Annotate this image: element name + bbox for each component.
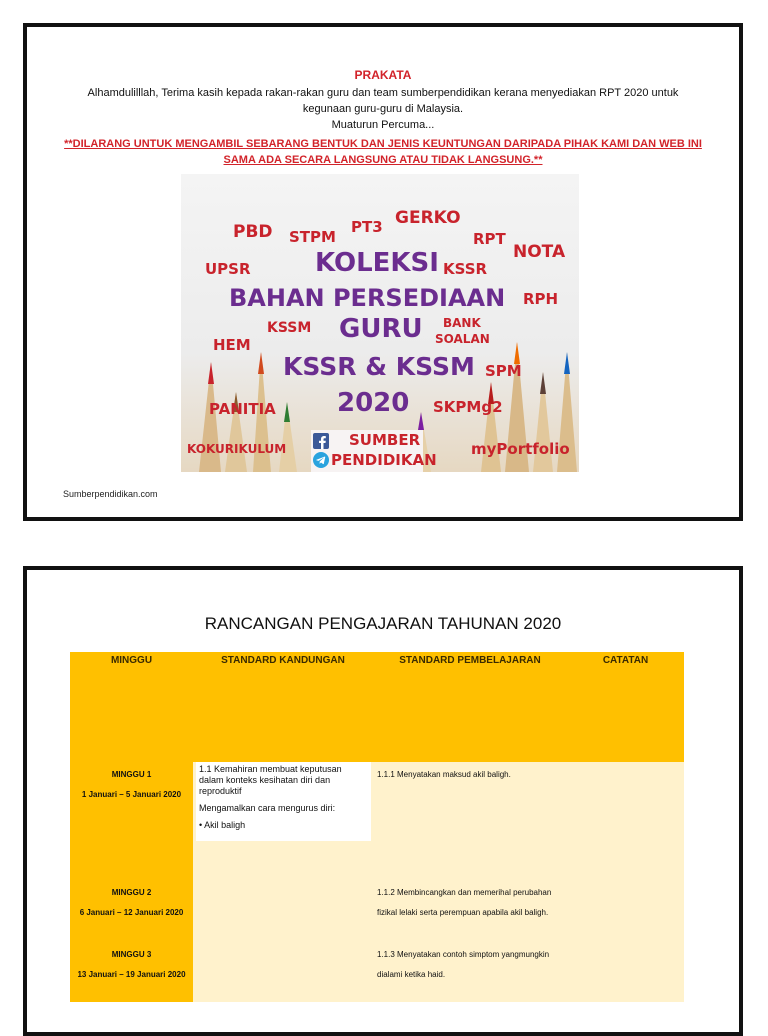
warning-line: **DILARANG UNTUK MENGAMBIL SEBARANG BENTUK DAN JENIS KEUNTUNGAN DARIPADA PIHAK KAMI DAN WEB INI	[64, 138, 702, 150]
banner-word: KOLEKSI	[315, 248, 439, 278]
standard-pembelajaran-cell: 1.1.2 Membincangkan dan memerihal perubahan fizikal lelaki serta perempuan apabila akil baligh.	[373, 880, 567, 942]
sumber-wordmark: SUMBER	[349, 431, 421, 449]
intro-line: kegunaan guru-guru di Malaysia.	[302, 103, 464, 115]
page-title: RANCANGAN PENGAJARAN TAHUNAN 2020	[204, 614, 562, 633]
column-header: STANDARD PEMBELAJARAN	[373, 652, 567, 762]
table-header-row	[70, 652, 684, 762]
standard-pembelajaran-cell: 1.1.1 Menyatakan maksud akil baligh.	[373, 762, 567, 880]
banner-word: UPSR	[205, 260, 251, 278]
banner-word: BANK	[443, 316, 481, 330]
column-header: STANDARD KANDUNGAN	[193, 652, 373, 762]
banner-word: KOKURIKULUM	[187, 442, 287, 456]
week-cell	[70, 762, 193, 880]
banner-word: SKPMg2	[433, 398, 503, 416]
banner-word: BAHAN PERSEDIAAN	[229, 284, 506, 312]
promo-banner	[181, 174, 579, 472]
pendidikan-wordmark: PENDIDIKAN	[331, 451, 437, 469]
intro-line: Alhamdulilllah, Terima kasih kepada rakan-rakan guru dan team sumberpendidikan kerana menyediakan RPT 2020 untuk	[87, 87, 679, 99]
week-label: MINGGU 3	[111, 950, 152, 959]
catatan-cell	[567, 880, 684, 942]
banner-word: PANITIA	[209, 400, 276, 418]
banner-word: HEM	[213, 336, 251, 354]
standard-kandungan-cell	[193, 942, 373, 1002]
banner-word: KSSR	[443, 260, 488, 278]
week-label: MINGGU 1	[111, 770, 152, 779]
week-cell	[70, 942, 193, 1002]
prakata-heading: PRAKATA	[354, 68, 412, 82]
sk-subtitle: Mengamalkan cara mengurus diri:	[199, 803, 336, 813]
standard-kandungan-box	[196, 762, 371, 841]
week-label: MINGGU 2	[111, 888, 152, 897]
banner-word: myPortfolio	[471, 440, 570, 458]
column-header: CATATAN	[567, 652, 684, 762]
banner-word: RPH	[523, 290, 559, 308]
table-row	[70, 762, 684, 880]
warning-line: SAMA ADA SECARA LANGSUNG ATAU TIDAK LANGSUNG.**	[223, 154, 543, 166]
preface-page	[23, 23, 743, 521]
banner-word: RPT	[473, 230, 506, 248]
banner-word: GERKO	[395, 208, 461, 228]
standard-pembelajaran-cell: 1.1.3 Menyatakan contoh simptom yangmungkin dialami ketika haid.	[373, 942, 567, 1002]
table-row	[70, 942, 684, 1002]
banner-word: STPM	[289, 228, 336, 246]
warning-notice	[63, 136, 703, 168]
banner-word: KSSM	[267, 320, 312, 336]
catatan-cell	[567, 942, 684, 1002]
table-row	[70, 880, 684, 942]
standard-kandungan-cell	[193, 762, 373, 880]
catatan-cell	[567, 762, 684, 880]
intro-line: Muaturun Percuma...	[331, 119, 435, 131]
week-dates: 6 Januari – 12 Januari 2020	[79, 908, 184, 917]
banner-word: PT3	[351, 218, 383, 236]
banner-word: PBD	[233, 222, 273, 242]
column-header: MINGGU	[70, 652, 193, 762]
telegram-icon	[313, 452, 329, 468]
banner-word: SPM	[485, 362, 522, 380]
rpt-table	[70, 652, 684, 1002]
rpt-page	[23, 566, 743, 1036]
sumber-logo-box	[311, 430, 437, 472]
banner-word: 2020	[337, 388, 410, 418]
banner-word: SOALAN	[435, 332, 490, 346]
week-dates: 1 Januari – 5 Januari 2020	[81, 790, 182, 799]
standard-kandungan-cell	[193, 880, 373, 942]
week-dates: 13 Januari – 19 Januari 2020	[77, 970, 186, 979]
intro-paragraph	[67, 85, 699, 133]
banner-word: KSSR & KSSM	[283, 352, 475, 381]
banner-word: GURU	[339, 314, 423, 344]
sk-title: 1.1 Kemahiran membuat keputusan dalam konteks kesihatan diri dan reproduktif	[199, 764, 342, 796]
facebook-icon	[313, 433, 329, 449]
sk-bullet: • Akil baligh	[199, 820, 246, 830]
week-cell	[70, 880, 193, 942]
footer-website: Sumberpendidikan.com	[63, 489, 158, 499]
banner-word: NOTA	[513, 242, 566, 262]
